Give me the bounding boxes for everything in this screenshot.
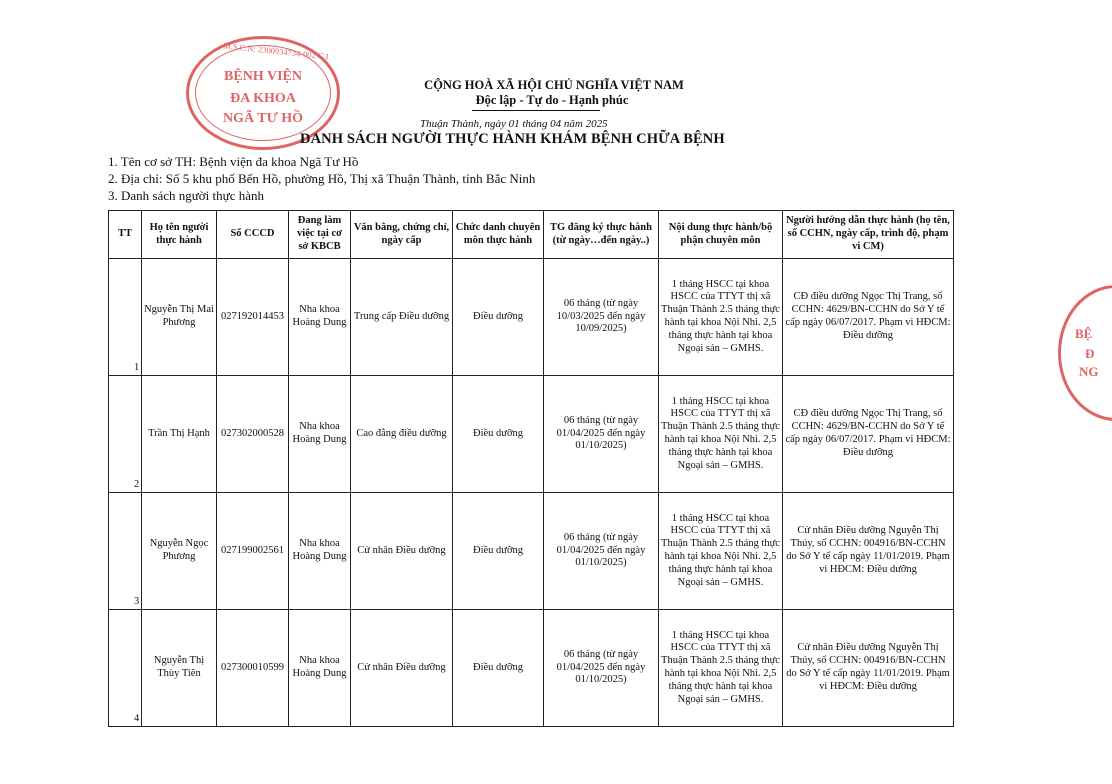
table-row <box>109 610 954 727</box>
cell-name: Nguyễn Ngọc Phương <box>142 493 217 610</box>
cell-period: 06 tháng (từ ngày 01/04/2025 đến ngày 01/10/2025) <box>544 376 659 493</box>
seal-partial-3: NG <box>1079 364 1099 379</box>
seal-code: M.S.C.N: 2300934734-002 C.I <box>222 40 330 62</box>
motto-heading: Độc lập - Tự do - Hạnh phúc <box>475 93 629 107</box>
header-cccd: Số CCCD <box>217 211 289 259</box>
document-title: DANH SÁCH NGƯỜI THỰC HÀNH KHÁM BỆNH CHỮA BỆNH <box>300 131 725 147</box>
facility-address: 2. Địa chỉ: Số 5 khu phố Bến Hồ, phường Hồ, Thị xã Thuận Thành, tỉnh Bắc Ninh <box>108 171 536 186</box>
cell-content: 1 tháng HSCC tại khoa HSCC của TTYT thị xã Thuận Thành 2.5 tháng thực hành tại khoa Nội Nhi. 2,5 tháng thực hành tại khoa Ngoại sản – GMHS. <box>659 259 783 376</box>
cell-cccd: 027192014453 <box>217 259 289 376</box>
practitioner-table <box>108 210 954 727</box>
seal-partial-2: Đ <box>1085 346 1095 361</box>
header-period: TG đăng ký thực hành (từ ngày…đến ngày..) <box>544 211 659 259</box>
cell-title: Điều dưỡng <box>453 493 544 610</box>
cell-name: Nguyễn Thị Thùy Tiên <box>142 610 217 727</box>
cell-title: Điều dưỡng <box>453 376 544 493</box>
cell-workplace: Nha khoa Hoàng Dung <box>289 259 351 376</box>
motto-underline <box>472 110 600 111</box>
cell-period: 06 tháng (từ ngày 01/04/2025 đến ngày 01/10/2025) <box>544 493 659 610</box>
cell-tt: 2 <box>109 376 142 493</box>
header-name: Họ tên người thực hành <box>142 211 217 259</box>
dateline: Thuận Thành, ngày 01 tháng 04 năm 2025 <box>420 118 608 130</box>
cell-workplace: Nha khoa Hoàng Dung <box>289 493 351 610</box>
cell-content: 1 tháng HSCC tại khoa HSCC của TTYT thị xã Thuận Thành 2.5 tháng thực hành tại khoa Nội Nhi. 2,5 tháng thực hành tại khoa Ngoại sản – GMHS. <box>659 610 783 727</box>
cell-cccd: 027300010599 <box>217 610 289 727</box>
nation-heading: CỘNG HOÀ XÃ HỘI CHỦ NGHĨA VIỆT NAM <box>424 78 684 92</box>
header-title: Chức danh chuyên môn thực hành <box>453 211 544 259</box>
header-mentor: Người hướng dẫn thực hành (họ tên, số CCHN, ngày cấp, trình độ, phạm vi CM) <box>783 211 954 259</box>
cell-workplace: Nha khoa Hoàng Dung <box>289 376 351 493</box>
cell-mentor: Cử nhân Điều dưỡng Nguyễn Thị Thúy, số CCHN: 004916/BN-CCHN do Sở Y tế cấp ngày 11/01/2019. Phạm vi HĐCM: Điều dưỡng <box>783 493 954 610</box>
cell-degree: Cao đẳng điều dưỡng <box>351 376 453 493</box>
seal-line-1: BỆNH VIỆN <box>224 69 302 84</box>
list-heading: 3. Danh sách người thực hành <box>108 188 264 203</box>
cell-cccd: 027199002561 <box>217 493 289 610</box>
facility-name: 1. Tên cơ sở TH: Bệnh viện đa khoa Ngã Tư Hồ <box>108 154 359 169</box>
cell-workplace: Nha khoa Hoàng Dung <box>289 610 351 727</box>
seal-line-2: ĐA KHOA <box>230 91 296 106</box>
table-row <box>109 376 954 493</box>
cell-tt: 4 <box>109 610 142 727</box>
table-row <box>109 493 954 610</box>
cell-degree: Cử nhân Điều dưỡng <box>351 493 453 610</box>
cell-mentor: Cử nhân Điều dưỡng Nguyễn Thị Thúy, số CCHN: 004916/BN-CCHN do Sở Y tế cấp ngày 11/01/2019. Phạm vi HĐCM: Điều dưỡng <box>783 610 954 727</box>
header-content: Nội dung thực hành/bộ phận chuyên môn <box>659 211 783 259</box>
seal-line-3: NGÃ TƯ HỒ <box>222 111 304 126</box>
cell-mentor: CĐ điều dưỡng Ngọc Thị Trang, số CCHN: 4629/BN-CCHN do Sở Y tế cấp ngày 06/07/2017. Phạm vi HĐCM: Điều dưỡng <box>783 259 954 376</box>
cell-content: 1 tháng HSCC tại khoa HSCC của TTYT thị xã Thuận Thành 2.5 tháng thực hành tại khoa Nội Nhi. 2,5 tháng thực hành tại khoa Ngoại sản – GMHS. <box>659 376 783 493</box>
cell-content: 1 tháng HSCC tại khoa HSCC của TTYT thị xã Thuận Thành 2.5 tháng thực hành tại khoa Nội Nhi. 2,5 tháng thực hành tại khoa Ngoại sản – GMHS. <box>659 493 783 610</box>
cell-period: 06 tháng (từ ngày 10/03/2025 đến ngày 10/09/2025) <box>544 259 659 376</box>
cell-name: Trần Thị Hạnh <box>142 376 217 493</box>
seal-partial-1: BỆ <box>1075 326 1093 341</box>
cell-degree: Trung cấp Điều dưỡng <box>351 259 453 376</box>
header-tt: TT <box>109 211 142 259</box>
hospital-seal-partial <box>1058 285 1112 421</box>
cell-tt: 1 <box>109 259 142 376</box>
cell-cccd: 027302000528 <box>217 376 289 493</box>
cell-degree: Cử nhân Điều dưỡng <box>351 610 453 727</box>
cell-title: Điều dưỡng <box>453 610 544 727</box>
cell-mentor: CĐ điều dưỡng Ngọc Thị Trang, số CCHN: 4629/BN-CCHN do Sở Y tế cấp ngày 06/07/2017. Phạm vi HĐCM: Điều dưỡng <box>783 376 954 493</box>
header-degree: Văn bằng, chứng chỉ, ngày cấp <box>351 211 453 259</box>
header-workplace: Đang làm việc tại cơ sở KBCB <box>289 211 351 259</box>
table-row <box>109 259 954 376</box>
cell-tt: 3 <box>109 493 142 610</box>
cell-title: Điều dưỡng <box>453 259 544 376</box>
cell-name: Nguyễn Thị Mai Phương <box>142 259 217 376</box>
cell-period: 06 tháng (từ ngày 01/04/2025 đến ngày 01/10/2025) <box>544 610 659 727</box>
table-header-row <box>109 211 954 259</box>
